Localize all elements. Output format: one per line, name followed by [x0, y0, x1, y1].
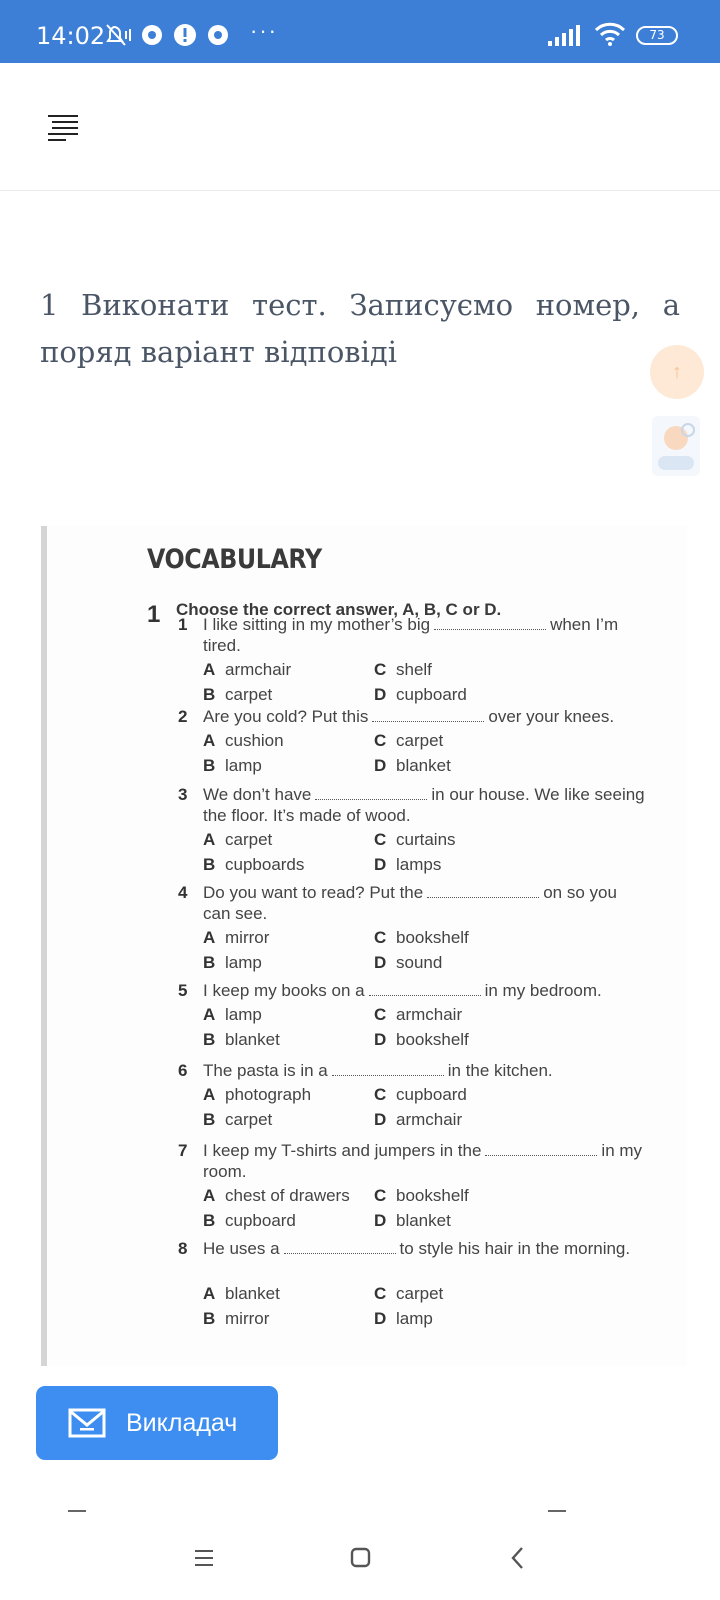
option-letter: B	[203, 685, 216, 704]
question-text-after: in my bedroom.	[484, 981, 602, 1000]
answer-blank	[485, 1142, 597, 1156]
question-text	[203, 980, 648, 1001]
answer-option	[374, 1005, 462, 1025]
chrome-icon-2	[206, 23, 230, 47]
question-text-before: I keep my T-shirts and jumpers in the	[203, 1141, 482, 1160]
app-header	[0, 63, 720, 191]
answer-blank	[284, 1240, 396, 1254]
question-text-before: I keep my books on a	[203, 981, 365, 1000]
option-text: lamp	[396, 1309, 433, 1328]
question-number: 8	[178, 1239, 188, 1258]
option-letter: C	[374, 731, 387, 750]
answer-option	[203, 928, 269, 948]
question-text-before: Are you cold? Put this	[203, 707, 369, 726]
option-text: cupboards	[225, 855, 305, 874]
option-letter: A	[203, 1085, 216, 1104]
answer-option	[374, 1110, 462, 1130]
answer-option	[374, 660, 432, 680]
option-letter: D	[374, 1110, 387, 1129]
status-time: 14:02	[36, 22, 106, 50]
answer-option	[374, 928, 469, 948]
option-text: bookshelf	[396, 1186, 469, 1205]
question-text	[203, 1140, 648, 1182]
option-text: mirror	[225, 1309, 270, 1328]
answer-option	[203, 855, 304, 875]
option-letter: D	[374, 685, 387, 704]
option-letter: B	[203, 1110, 216, 1129]
question-text-after: in the kitchen.	[447, 1061, 553, 1080]
teacher-button[interactable]	[36, 1386, 278, 1460]
question-text-after: on so you can see.	[203, 883, 617, 923]
option-text: armchair	[396, 1005, 463, 1024]
answer-option	[203, 1110, 272, 1130]
option-letter: B	[203, 1309, 216, 1328]
answer-option	[203, 1085, 311, 1105]
question-number: 5	[178, 981, 188, 1000]
answer-option	[374, 1211, 451, 1231]
option-letter: C	[374, 1005, 387, 1024]
option-letter: D	[374, 756, 387, 775]
question-text-before: We don’t have	[203, 785, 312, 804]
back-icon[interactable]	[494, 1534, 542, 1582]
answer-option	[374, 830, 456, 850]
floating-action-button[interactable]	[650, 345, 704, 399]
task-description: 1 Виконати тест. Записуємо номер, а поряд варіант відповіді	[40, 288, 680, 369]
option-text: curtains	[396, 830, 456, 849]
exercise-number: 1	[147, 601, 161, 628]
question-text	[203, 706, 648, 727]
question-text-before: The pasta is in a	[203, 1061, 328, 1080]
answer-option	[374, 685, 467, 705]
option-letter: D	[374, 1309, 387, 1328]
question-text	[203, 882, 648, 924]
option-letter: B	[203, 1030, 216, 1049]
answer-option	[203, 1309, 269, 1329]
option-text: blanket	[396, 1211, 451, 1230]
option-text: lamp	[225, 756, 262, 775]
question-number: 3	[178, 785, 188, 804]
answer-option	[374, 953, 442, 973]
answer-option	[203, 1284, 280, 1304]
option-text: blanket	[396, 756, 451, 775]
option-letter: A	[203, 660, 216, 679]
answer-option	[203, 731, 284, 751]
question-text	[203, 614, 648, 656]
question-text-before: He uses a	[203, 1239, 280, 1258]
answer-blank	[427, 884, 539, 898]
answer-option	[374, 731, 443, 751]
answer-blank	[332, 1062, 444, 1076]
option-text: carpet	[225, 1110, 273, 1129]
option-text: cupboard	[225, 1211, 296, 1230]
menu-icon[interactable]	[42, 107, 86, 147]
option-letter: A	[203, 928, 216, 947]
option-text: mirror	[225, 928, 270, 947]
answer-option	[203, 953, 262, 973]
divider	[68, 1510, 86, 1512]
question-text-after: to style his hair in the morning.	[399, 1239, 631, 1258]
option-letter: B	[203, 855, 216, 874]
answer-option	[203, 830, 272, 850]
question-text-after: when I’m tired.	[203, 615, 619, 655]
option-text: carpet	[396, 731, 444, 750]
option-text: bookshelf	[396, 928, 469, 947]
status-bar	[0, 0, 720, 63]
answer-option	[374, 855, 441, 875]
answer-blank	[372, 708, 484, 722]
home-icon[interactable]	[336, 1534, 384, 1582]
answer-option	[203, 1186, 350, 1206]
answer-option	[203, 1211, 296, 1231]
option-text: shelf	[396, 660, 432, 679]
worksheet-image	[41, 526, 687, 1366]
answer-option	[374, 1030, 469, 1050]
answer-option	[374, 756, 451, 776]
signal-icon	[548, 24, 582, 46]
option-letter: B	[203, 1211, 216, 1230]
question-text	[203, 1238, 648, 1259]
option-text: armchair	[396, 1110, 463, 1129]
answer-option	[374, 1284, 443, 1304]
question-text-after: in our house. We like seeing the floor. It’s made of wood.	[203, 785, 645, 825]
question-text	[203, 784, 648, 826]
option-text: cupboard	[396, 685, 467, 704]
option-letter: A	[203, 1005, 216, 1024]
option-text: photograph	[225, 1085, 312, 1104]
answer-option	[374, 1085, 467, 1105]
system-nav-bar	[0, 1520, 720, 1600]
option-text: cupboard	[396, 1085, 467, 1104]
question-text-before: I like sitting in my mother’s big	[203, 615, 431, 634]
upload-icon: ↑	[672, 361, 682, 383]
option-text: lamp	[225, 953, 262, 972]
option-letter: C	[374, 1085, 387, 1104]
answer-blank	[315, 786, 427, 800]
option-letter: C	[374, 1186, 387, 1205]
option-text: carpet	[396, 1284, 444, 1303]
wifi-icon	[594, 22, 626, 46]
option-letter: A	[203, 731, 216, 750]
option-text: carpet	[225, 685, 273, 704]
option-text: blanket	[225, 1030, 280, 1049]
option-text: chest of drawers	[225, 1186, 350, 1205]
option-text: sound	[396, 953, 443, 972]
answer-option	[203, 1005, 262, 1025]
option-text: lamp	[225, 1005, 262, 1024]
option-letter: C	[374, 928, 387, 947]
option-letter: B	[203, 756, 216, 775]
mail-icon	[68, 1408, 106, 1438]
answer-option	[374, 1309, 433, 1329]
question-text	[203, 1060, 648, 1081]
answer-blank	[369, 982, 481, 996]
option-letter: D	[374, 1211, 387, 1230]
option-text: blanket	[225, 1284, 280, 1303]
option-letter: D	[374, 855, 387, 874]
answer-option	[203, 660, 291, 680]
option-letter: A	[203, 1284, 216, 1303]
silent-vibrate-icon	[103, 23, 133, 47]
worksheet-title: VOCABULARY	[147, 544, 322, 575]
chrome-icon	[140, 23, 164, 47]
question-text-before: Do you want to read? Put the	[203, 883, 424, 902]
answer-option	[203, 1030, 280, 1050]
option-letter: C	[374, 660, 387, 679]
option-letter: D	[374, 953, 387, 972]
option-letter: B	[203, 953, 216, 972]
answer-option	[203, 685, 272, 705]
question-number: 2	[178, 707, 188, 726]
answer-blank	[434, 616, 546, 630]
question-number: 1	[178, 615, 188, 634]
alert-icon	[173, 23, 197, 47]
option-letter: D	[374, 1030, 387, 1049]
option-text: carpet	[225, 830, 273, 849]
answer-option	[374, 1186, 469, 1206]
question-number: 7	[178, 1141, 188, 1160]
option-letter: A	[203, 830, 216, 849]
assistant-icon[interactable]	[648, 412, 704, 480]
option-letter: C	[374, 1284, 387, 1303]
option-text: bookshelf	[396, 1030, 469, 1049]
question-number: 4	[178, 883, 188, 902]
teacher-button-label: Викладач	[126, 1409, 238, 1437]
more-notifications: ···	[250, 18, 278, 43]
divider	[548, 1510, 566, 1512]
option-text: cushion	[225, 731, 284, 750]
question-text-after: over your knees.	[488, 707, 615, 726]
option-letter: A	[203, 1186, 216, 1205]
question-number: 6	[178, 1061, 188, 1080]
recent-apps-icon[interactable]	[180, 1534, 228, 1582]
battery-icon: 73	[636, 26, 678, 45]
question-text-after: in my room.	[203, 1141, 643, 1181]
option-text: armchair	[225, 660, 292, 679]
option-letter: C	[374, 830, 387, 849]
exercise-instruction: Choose the correct answer, A, B, C or D.	[176, 600, 502, 619]
option-text: lamps	[396, 855, 442, 874]
answer-option	[203, 756, 262, 776]
